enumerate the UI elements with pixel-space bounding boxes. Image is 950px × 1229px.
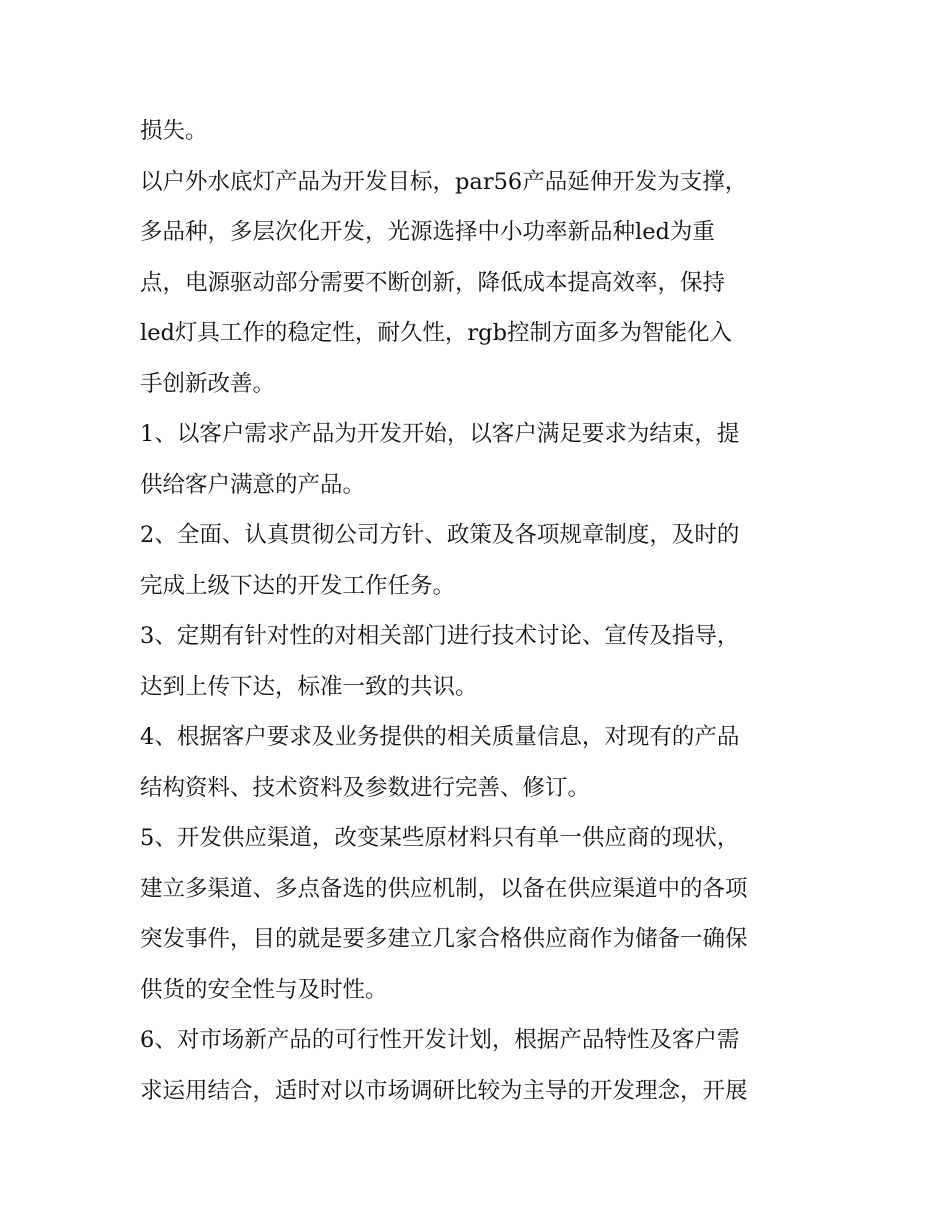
list-item-4 xyxy=(140,712,812,813)
text-line: 2、全面、认真贯彻公司方针、政策及各项规章制度，及时的 xyxy=(140,522,740,548)
text-line: 5、开发供应渠道，改变某些原材料只有单一供应商的现状， xyxy=(140,825,740,851)
list-item-5 xyxy=(140,813,812,1015)
text-line: 供给客户满意的产品。 xyxy=(140,471,366,498)
text-line: 突发事件，目的就是要多建立几家合格供应商作为储备一确保 xyxy=(140,926,748,952)
text-line: 建立多渠道、多点备选的供应机制，以备在供应渠道中的各项 xyxy=(140,875,748,902)
text-line: 多品种，多层次化开发，光源选择中小功率新品种led为重 xyxy=(140,219,715,245)
paragraph-development-goal xyxy=(140,157,812,410)
list-item-1 xyxy=(140,409,812,510)
text-line: 供货的安全性与及时性。 xyxy=(140,976,388,1003)
list-item-6 xyxy=(140,1015,812,1116)
text-line: 点，电源驱动部分需要不断创新，降低成本提高效率，保持 xyxy=(140,269,726,296)
text-line: 6、对市场新产品的可行性开发计划，根据产品特性及客户需 xyxy=(140,1027,740,1053)
text-line: 1、以客户需求产品为开发开始，以客户满足要求为结束，提 xyxy=(140,421,740,447)
list-item-2 xyxy=(140,510,812,611)
text-line: 求运用结合，适时对以市场调研比较为主导的开发理念，开展 xyxy=(140,1077,748,1104)
text-line: 以户外水底灯产品为开发目标，par56产品延伸开发为支撑， xyxy=(140,168,748,195)
text-line: 3、定期有针对性的对相关部门进行技术讨论、宣传及指导， xyxy=(140,623,740,649)
text-line: 4、根据客户要求及业务提供的相关质量信息，对现有的产品 xyxy=(140,724,740,750)
list-item-3 xyxy=(140,611,812,712)
text-line: led灯具工作的稳定性，耐久性，rgb控制方面多为智能化入 xyxy=(140,320,732,346)
text-line: 结构资料、技术资料及参数进行完善、修订。 xyxy=(140,774,591,801)
text-line: 达到上传下达，标准一致的共识。 xyxy=(140,673,478,700)
paragraph-continuation xyxy=(140,106,812,157)
document-body xyxy=(140,106,812,1116)
text-line: 手创新改善。 xyxy=(140,370,276,397)
text-line: 损失。 xyxy=(140,118,208,144)
text-line: 完成上级下达的开发工作任务。 xyxy=(140,572,456,599)
